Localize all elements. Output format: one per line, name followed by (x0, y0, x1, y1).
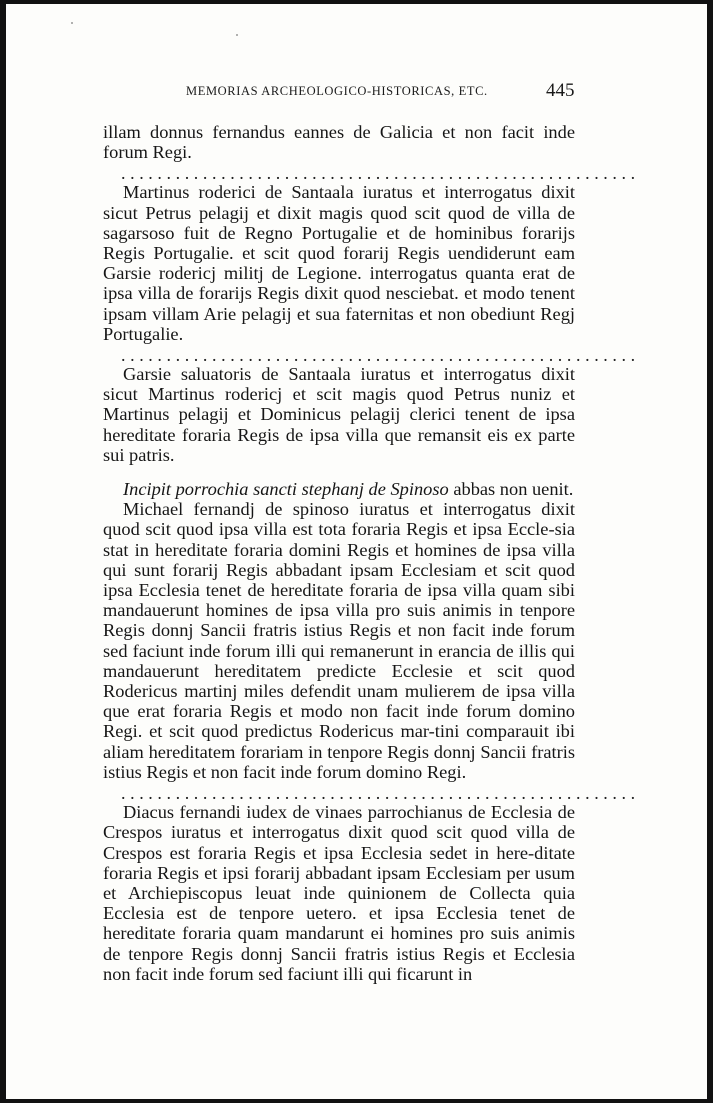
paragraph-martinus: Martinus roderici de Santaala iuratus et interrogatus dixit sicut Petrus pelagij et dixit magis quod scit quod de villa de sagarsoso fuit de Regno Portugalie et de hominibus forarijs Regis Portugalie. et scit quod forarij Regis uendiderunt eam Garsie rodericj militj de Legione. interrogatus quanta erat de ipsa villa de forarijs Regis dixit quod nesciebat. et modo tenent ipsam villam Arie pelagij et sua faternitas et non obediunt Regj Portugalie. (103, 182, 575, 344)
paragraph-michael: Michael fernandj de spinoso iuratus et interrogatus dixit quod scit quod ipsa villa est tota foraria Regis et ipsa Eccle-sia stat in hereditate foraria domini Regis et homines de ipsa villa qui sunt forarij Regis abbadant ipsam Ecclesiam et scit quod ipsa Ecclesia tenet de hereditate foraria de ipsa villa quam sibi mandauerunt homines de ipsa villa pro suis animis in tenpore Regis donnj Sancii fratris istius Regis et non facit inde forum sed faciunt inde forum illi qui remanerunt in erancia de illis qui mandauerunt hereditatem predicte Ecclesie et scit quod Rodericus martinj miles defendit unam mulierem de ipsa villa que erat foraria Regis et modo non facit inde forum domino Regi. et scit quod predictus Rodericus mar-tini comparauit ibi aliam hereditatem forariam in tenpore Regis donnj Sancii fratris istius Regis et non facit inde forum domino Regi. (103, 499, 575, 782)
paragraph-garsie: Garsie saluatoris de Santaala iuratus et interrogatus dixit sicut Martinus rodericj et scit magis quod Petrus nuniz et Martinus pelagij et Dominicus pelagij clerici tenent de ipsa hereditate foraria Regis de ipsa villa que remansit eis ex parte sui patris. (103, 364, 575, 465)
section-heading-spinoso (103, 479, 575, 499)
page-number: 445 (546, 80, 575, 101)
ellipsis-divider: ......................................................... (121, 163, 640, 184)
section-heading-italic: Incipit porrochia sancti stephanj de Spinoso (123, 479, 449, 500)
paper-speck (236, 34, 238, 36)
paper-speck (71, 22, 73, 24)
ellipsis-divider: ......................................................... (121, 783, 640, 804)
ellipsis-divider: ......................................................... (121, 345, 640, 366)
paragraph-continuation: illam donnus fernandus eannes de Galicia et non facit inde forum Regi. (103, 122, 575, 163)
page-body (103, 122, 640, 984)
section-heading-rest: abbas non uenit. (448, 479, 574, 500)
running-head: MEMORIAS ARCHEOLOGICO-HISTORICAS, ETC. (186, 84, 488, 98)
paragraph-diacus: Diacus fernandi iudex de vinaes parrochianus de Ecclesia de Crespos iuratus et interrogatus dixit quod scit quod villa de Crespos est foraria Regis et ipsa Ecclesia sedet in here-ditate foraria Regis et ipsi forarij abbadant ipsam Ecclesiam per usum et Archiepiscopus leuat inde quinionem de Collecta quia Ecclesia est de tenpore uetero. et ipsa Ecclesia tenet de hereditate foraria quam mandarunt ei homines pro suis animis de tenpore Regis donnj Sancii fratris istius Regis et Ecclesia non facit inde forum sed faciunt illi qui ficarunt in (103, 802, 575, 984)
section-gap (103, 465, 575, 479)
